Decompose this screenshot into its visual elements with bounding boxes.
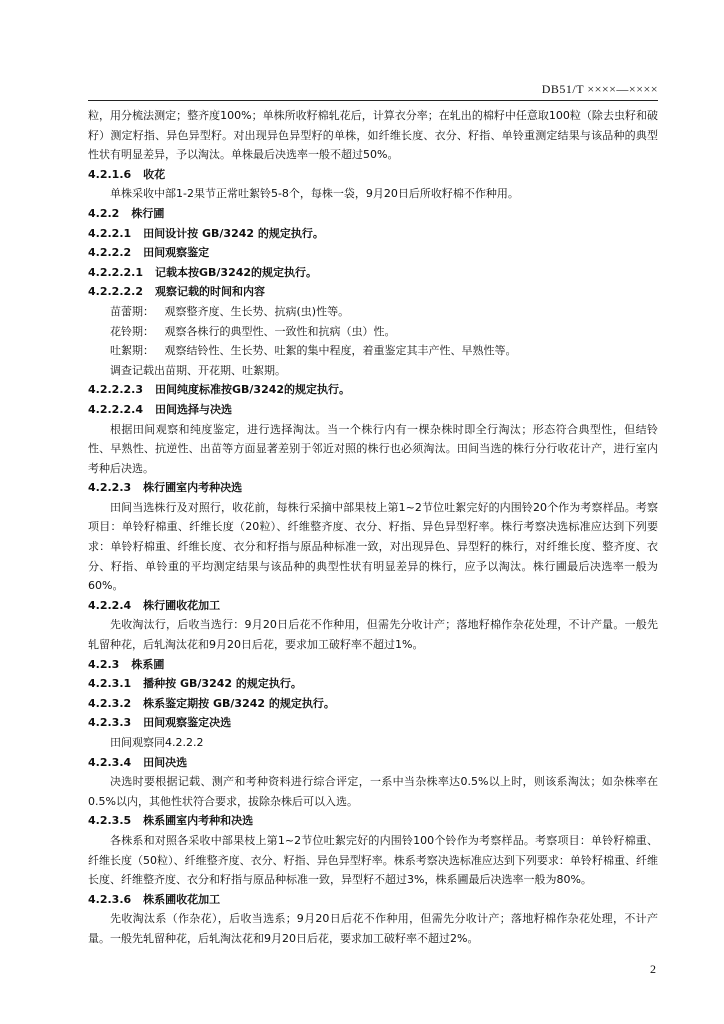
header-divider <box>88 100 658 101</box>
section-number: 4.2.3 <box>88 657 120 671</box>
observation-item: 吐絮期： 观察结铃性、生长势、吐絮的集中程度，着重鉴定其丰产性、早熟性等。 <box>110 344 517 358</box>
section-title: 株系圃收花加工 <box>143 892 221 906</box>
document-body <box>88 106 658 949</box>
body-paragraph: 田间当选株行及对照行，收花前，每株行采摘中部果枝上第1~2节位吐絮完好的内围铃20个作为考察样品。考察项目：单铃籽棉重、纤维长度（20粒）、纤维整齐度、衣分、籽指、异色异型籽率。株行考察决选标准应达到下列要求：单铃籽棉重、纤维长度、衣分和籽指与原品种标准一致，对出现异色、异型籽的株行，对纤维长度、整齐度、衣分、籽指、单铃重的平均测定结果与该品种的典型性状有明显差异的株行，应予以淘汰。株行圃最后决选率一般为60%。 <box>88 500 658 593</box>
section-number: 4.2.2.2.1 <box>88 265 143 279</box>
body-paragraph: 各株系和对照各采收中部果枝上第1~2节位吐絮完好的内围铃100个铃作为考察样品。考察项目：单铃籽棉重、纤维长度（50粒）、纤维整齐度、衣分、籽指、异色异型籽率。株系考察决选标准应达到下列要求：单铃籽棉重、纤维长度、纤维整齐度、衣分和籽指与原品种标准一致，异型籽不超过3%，株系圃最后决选率一般为80%。 <box>88 833 658 887</box>
section-heading <box>88 655 658 675</box>
observation-item: 调查记载出苗期、开花期、吐絮期。 <box>110 363 286 377</box>
page-number: 2 <box>650 962 656 976</box>
section-number: 4.2.3.5 <box>88 814 132 828</box>
section-title: 田间设计按 GB/3242 的规定执行。 <box>143 226 324 240</box>
section-title: 观察记载的时间和内容 <box>154 285 265 299</box>
section-heading <box>88 713 658 733</box>
section-number: 4.2.1.6 <box>88 167 132 181</box>
section-number: 4.2.2.2.2 <box>88 285 143 299</box>
body-paragraph: 先收淘汰行，后收当选行：9月20日后花不作种用，但需先分收计产；落地籽棉作杂花处理，不计产量。一般先轧留种花，后轧淘汰花和9月20日后花，要求加工破籽率不超过1%。 <box>88 618 658 652</box>
section-title: 记载本按GB/3242的规定执行。 <box>154 265 318 279</box>
section-heading <box>88 263 658 283</box>
section-title: 播种按 GB/3242 的规定执行。 <box>143 677 302 691</box>
section-title: 株系鉴定期按 GB/3242 的规定执行。 <box>143 696 335 710</box>
section-title: 株行圃收花加工 <box>143 598 221 612</box>
section-title: 株系圃 <box>131 657 165 671</box>
section-heading <box>88 753 658 773</box>
document-code: DB51/T ××××—×××× <box>541 82 658 96</box>
section-number: 4.2.2.1 <box>88 226 132 240</box>
section-heading <box>88 400 658 420</box>
section-number: 4.2.2.4 <box>88 598 132 612</box>
section-number: 4.2.2 <box>88 206 120 220</box>
section-heading <box>88 204 658 224</box>
section-heading <box>88 165 658 185</box>
body-paragraph: 单株采收中部1-2果节正常吐絮铃5-8个，每株一袋，9月20日后所收籽棉不作种用。 <box>110 187 519 201</box>
section-title: 田间观察鉴定 <box>143 246 210 260</box>
section-title: 田间选择与决选 <box>154 402 232 416</box>
section-heading <box>88 243 658 263</box>
section-heading <box>88 478 658 498</box>
section-number: 4.2.2.2.4 <box>88 402 143 416</box>
body-paragraph: 根据田间观察和纯度鉴定，进行选择淘汰。当一个株行内有一棵杂株时即全行淘汰；形态符合典型性，但结铃性、早熟性、抗逆性、出苗等方面显著差别于邻近对照的株行也必须淘汰。田间当选的株行分行收花计产，进行室内考种后决选。 <box>88 422 658 475</box>
section-number: 4.2.3.2 <box>88 696 132 710</box>
section-title: 田间决选 <box>143 755 188 769</box>
section-title: 田间观察鉴定决选 <box>143 716 232 730</box>
section-heading <box>88 380 658 400</box>
section-title: 株系圃室内考种和决选 <box>143 814 254 828</box>
section-heading <box>88 694 658 714</box>
section-heading <box>88 811 658 831</box>
section-heading <box>88 596 658 616</box>
observation-item: 花铃期： 观察各株行的典型性、一致性和抗病（虫）性。 <box>110 324 396 338</box>
body-paragraph: 田间观察同4.2.2.2 <box>110 736 204 749</box>
section-number: 4.2.2.2.3 <box>88 383 143 397</box>
body-paragraph: 决选时要根据记载、测产和考种资料进行综合评定，一系中当杂株率达0.5%以上时，则该系淘汰；如杂株率在0.5%以内，其他性状符合要求，拔除杂株后可以入选。 <box>88 775 658 808</box>
section-heading <box>88 890 658 910</box>
section-heading <box>88 224 658 244</box>
section-title: 收花 <box>143 167 166 181</box>
section-title: 株行圃室内考种决选 <box>143 481 243 495</box>
section-number: 4.2.3.1 <box>88 677 132 691</box>
section-title: 田间纯度标准按GB/3242的规定执行。 <box>154 383 351 397</box>
section-number: 4.2.2.3 <box>88 481 132 495</box>
body-paragraph: 粒，用分梳法测定；整齐度100%；单株所收籽棉轧花后，计算衣分率；在轧出的棉籽中任意取100粒（除去虫籽和破籽）测定籽指、异色异型籽。对出现异色异型籽的单株，如纤维长度、衣分、籽指、单铃重测定结果与该品种的典型性状有明显差异，予以淘汰。单株最后决选率一般不超过50%。 <box>88 109 658 162</box>
section-number: 4.2.2.2 <box>88 246 132 260</box>
section-heading <box>88 674 658 694</box>
section-title: 株行圃 <box>131 206 165 220</box>
observation-item: 苗蕾期： 观察整齐度、生长势、抗病(虫)性等。 <box>110 304 350 318</box>
section-number: 4.2.3.6 <box>88 892 132 906</box>
body-paragraph: 先收淘汰系（作杂花），后收当选系；9月20日后花不作种用，但需先分收计产；落地籽棉作杂花处理，不计产量。一般先轧留种花，后轧淘汰花和9月20日后花，要求加工破籽率不超过2%。 <box>88 912 658 945</box>
section-number: 4.2.3.4 <box>88 755 132 769</box>
section-number: 4.2.3.3 <box>88 716 132 730</box>
section-heading <box>88 282 658 302</box>
